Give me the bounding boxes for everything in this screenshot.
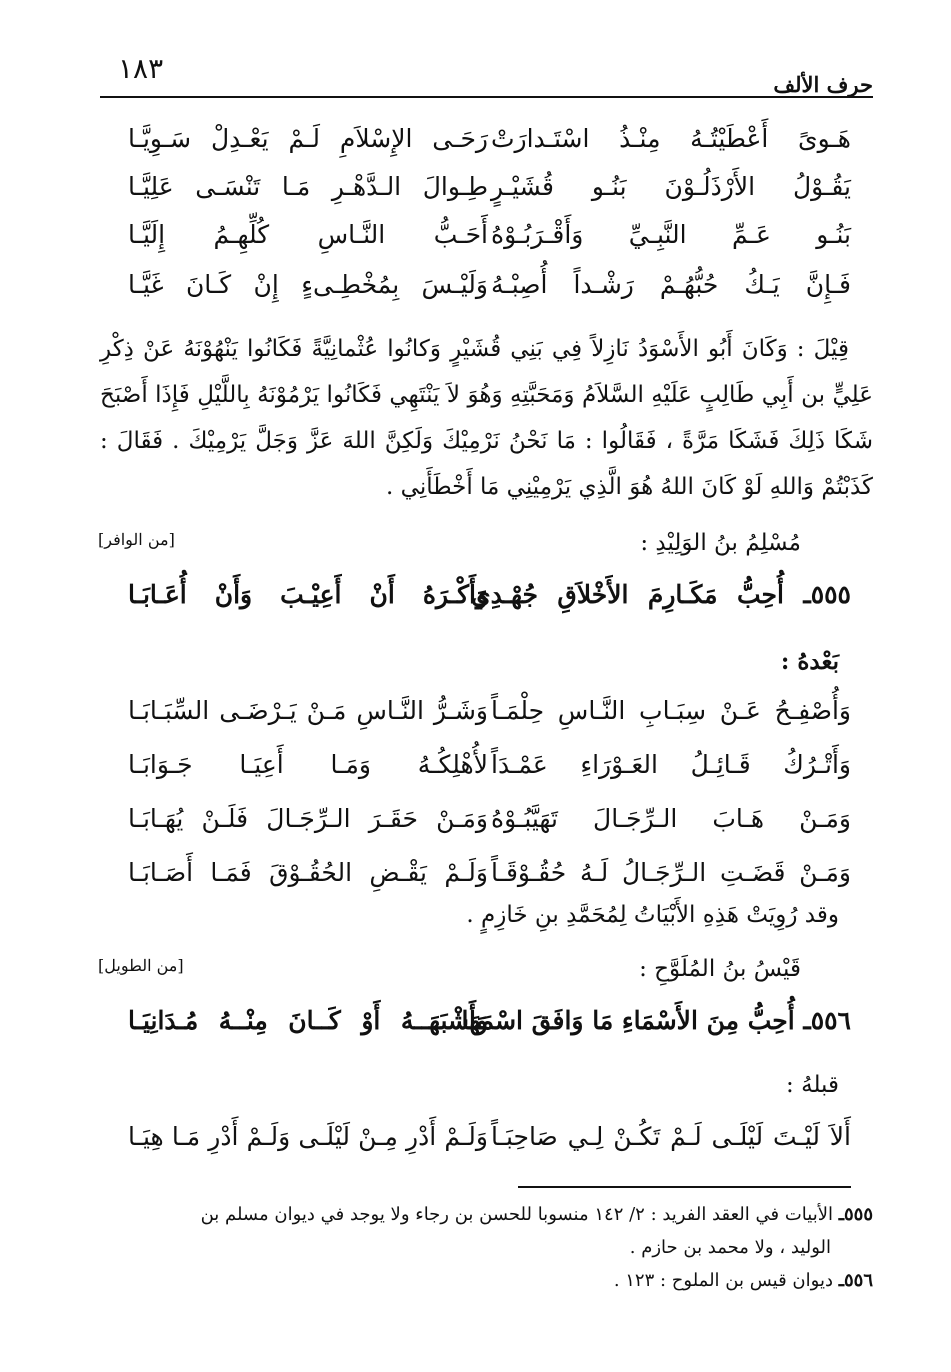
verse-line	[110, 738, 851, 792]
verse-second-hemistich: رَحَـى الإِسْلاَمِ لَـمْ يَعْـدِلْ سَـوِيَّـا	[128, 124, 488, 153]
page-number: ١٨٣	[118, 52, 164, 85]
verse-second-hemistich: أَحَـبُّ النَّـاسِ كُلِّهِـمُ إِلَيَّـا	[128, 220, 488, 249]
verse-second-hemistich: وَمَـنْ حَقَـرَ الـرِّجَـالَ فَلَـنْ يُهَـابَـا	[128, 804, 488, 833]
verse-first-hemistich: وَمَـنْ هَـابَ الـرِّجَـالَ تَهَيَّبُـوْهُ	[491, 804, 851, 833]
footnote-text: الأبيات في العقد الفريد : ٢/ ١٤٢ منسوبا للحسن بن رجاء ولا يوجد في ديوان مسلم بن	[200, 1204, 833, 1225]
poet-name: قَيْسُ بنُ المُلَوَّحِ :	[639, 956, 801, 982]
footnote-number: ٥٥٥ـ	[838, 1204, 873, 1225]
verse-first-hemistich: وَأَتْـرُكُ قَـائِـلُ العَـوْرَاءِ عَمْـدَاً	[491, 750, 851, 779]
verse-first-hemistich: أَلاَ لَيْـتَ لَيْلَـى لَـمْ تَكُـنْ لِـي صَاحِبَـاً	[491, 1122, 851, 1151]
verse-second-hemistich: وَأَشْبَهَــهُ أَوْ كَــانَ مِنْــهُ مُـدَانِيَـا	[128, 1006, 488, 1035]
verse-line	[110, 160, 851, 214]
poet-name: مُسْلِمُ بنُ الوَلِيْدِ :	[640, 530, 801, 556]
prose-note: وقد رُوِيَتْ هَذِهِ الأَبْيَاتُ لِمُحَمَّدِ بنِ خَازِمٍ .	[466, 902, 839, 928]
verse-second-hemistich: وَشَـرُّ النَّـاسِ مَـنْ يَـرْضَـى السِّبَـابَـا	[128, 696, 488, 725]
chapter-title: حرف الألف	[773, 72, 873, 97]
verse-first-hemistich: ٥٥٥ـ أُحِبُّ مَكَـارِمَ الأَخْلاَقِ جُهْـدِي	[471, 580, 851, 609]
footnote-text: ديوان قيس بن الملوح : ١٢٣ .	[613, 1270, 833, 1291]
verse-line	[110, 1110, 851, 1164]
footnote-555-continued	[80, 1231, 873, 1264]
verse-555	[110, 568, 851, 622]
verse-first-hemistich: فَـإِنَّ يَـكُ حُبُّهُـمْ رَشْـداً أُصِبْـهُ	[491, 270, 851, 299]
footnote-rule	[518, 1186, 851, 1188]
verse-line	[110, 112, 851, 166]
verse-second-hemistich: وَلَيْـسَ بِمُخْطِـىءٍ إِنْ كَـانَ غَيَّـا	[128, 270, 488, 299]
verse-line	[110, 684, 851, 738]
meter-label: [من الطويل]	[98, 956, 184, 975]
page-header	[100, 48, 873, 98]
footnote-number: ٥٥٦ـ	[838, 1270, 873, 1291]
verse-second-hemistich: وَأَكْـرَهُ أَنْ أَعِيْـبَ وَأَنْ أُعَـابَـا	[128, 580, 488, 609]
header-rule	[100, 96, 873, 98]
verse-first-hemistich: وَمَـنْ قَضَـتِ الـرِّجَـالُ لَـهُ حُقُـوْقَـاً	[491, 858, 851, 887]
verse-line	[110, 792, 851, 846]
verse-line	[110, 208, 851, 262]
footnote-text: الوليد ، ولا محمد بن حازم .	[629, 1237, 831, 1258]
prose-paragraph	[100, 326, 873, 516]
verse-second-hemistich: وَلَـمْ يَقْـضِ الحُقُـوْقَ فَمَـا أَصَـابَـا	[128, 858, 488, 887]
verse-first-hemistich: يَقُـوْلُ الأَرْذَلُـوْنَ بَنُـو قُشَيْـرٍ	[491, 172, 851, 201]
footnotes	[80, 1198, 873, 1297]
verse-first-hemistich: هَـوىً أَعْطَيْتُـهُ مِنْـذُ اسْتَـدارَتْ	[491, 124, 851, 153]
footnote-556	[80, 1264, 873, 1297]
verse-first-hemistich: ٥٥٦ـ أُحِبُّ مِنَ الأَسْمَاءِ مَا وَافَقَ اسْمَهَا	[461, 1006, 851, 1035]
verse-first-hemistich: بَنُـو عَـمِّ النَّبِـيِّ وَأَقْـرَبُـوْهُ	[491, 220, 851, 249]
verse-second-hemistich: وَلَـمْ أَدْرِ مِـنْ لَيْلَـى وَلَـمْ أَدْرِ مَـا هِيَـا	[128, 1122, 488, 1151]
verse-second-hemistich: لأُهْلِكُـهُ وَمَـا أَعِيَـا جَـوَابَـا	[128, 750, 488, 779]
prose-text: قِيْلَ : وَكَانَ أَبُو الأَسْوَدُ نَازِلاً فِي بَنِي قُشَيْرٍ وَكانُوا عُثْمانِيَّةً فَكَانُوا يَنْهُوْنَهُ عَنْ ذِكْرِ عَلِيٍّ بن أَبِي طَالِبٍ عَلَيْهِ السَّلاَمُ وَمَحَبَّتِهِ وَهُوَ لاَ يَنْتَهِي فَكَانُوا يَرْمُوْنَهُ بِاللَّيْلِ فَإِذَا أَصْبَحَ شَكَا ذَلِكَ فَشَكَا مَرَّةً ، فَقَالُوا : مَا نَحْنُ نَرْمِيْكَ وَلَكِنَّ اللهَ عَزَّ وَجَلَّ يَرْمِيْكَ . فَقَالَ : كَذَبْتُمْ وَاللهِ لَوْ كَانَ اللهُ هُوَ الَّذِي يَرْمِيْنِي مَا أَخْطَأَنِي .	[100, 336, 873, 500]
section-label: بَعْدهُ :	[780, 648, 839, 675]
verse-second-hemistich: طِـوالَ الـدَّهْـرِ مَـا تَنْسَـى عَلِيَّـا	[128, 172, 488, 201]
section-label: قبلهُ :	[786, 1072, 839, 1098]
verse-line	[110, 258, 851, 312]
verse-556	[110, 994, 851, 1048]
verse-first-hemistich: وَأُصْفِـحُ عَـنْ سِبَـابِ النَّـاسِ حِلْمَـاً	[491, 696, 851, 725]
meter-label: [من الوافر]	[98, 530, 175, 549]
footnote-555	[80, 1198, 873, 1231]
verse-line	[110, 846, 851, 900]
